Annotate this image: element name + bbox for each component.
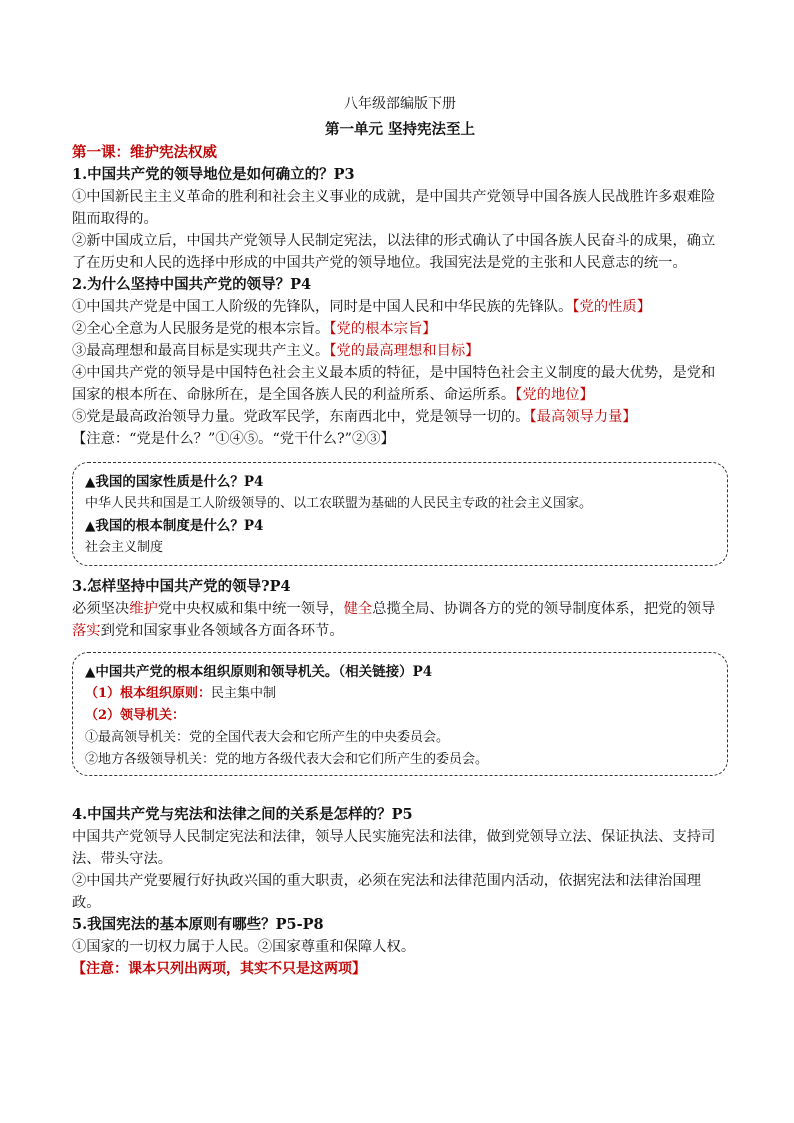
tag-party-ideal: 【党的最高理想和目标】 — [329, 343, 480, 359]
box1-question-2: ▲我国的根本制度是什么？P4 — [85, 518, 264, 534]
answer-2-point-1: ①中国共产党是中国工人阶级的先锋队，同时是中国人民和中华民族的先锋队。【党的性质】 — [72, 299, 652, 315]
answer-3: 必须坚决维护党中央权威和集中统一领导，健全总揽全局、协调各方的党的领导制度体系，把党的领导落实到党和国家事业各领域各方面各环节。 — [72, 601, 716, 639]
question-3: 3.怎样坚持中国共产党的领导?P4 — [72, 578, 291, 595]
answer-4-point-1: 中国共产党领导人民制定宪法和法律，领导人民实施宪法和法律，做到党领导立法、保证执法、支持司法、带头守法。 — [72, 829, 716, 867]
keyword-uphold: 维护 — [129, 601, 158, 617]
tag-leading-force: 【最高领导力量】 — [529, 409, 637, 425]
answer-2-point-3: ③最高理想和最高目标是实现共产主义。【党的最高理想和目标】 — [72, 343, 480, 359]
answer-2-point-5: ⑤党是最高政治领导力量。党政军民学，东南西北中，党是领导一切的。【最高领导力量】 — [72, 409, 637, 425]
unit-title: 第一单元 坚持宪法至上 — [324, 121, 476, 138]
box2-line-4: ②地方各级领导机关：党的地方各级代表大会和它们所产生的委员会。 — [85, 752, 489, 767]
keyword-improve: 健全 — [343, 601, 373, 617]
box2-line-2: （2）领导机关： — [85, 708, 186, 723]
answer-1-point-1: ①中国新民主主义革命的胜利和社会主义事业的成就，是中国共产党领导中国各族人民战胜许多艰难险阻而取得的。 — [72, 189, 716, 227]
box2-line-3: ①最高领导机关：党的全国代表大会和它所产生的中央委员会。 — [85, 730, 450, 745]
answer-1-point-2: ②新中国成立后，中国共产党领导人民制定宪法，以法律的形式确认了中国各族人民奋斗的成果，确立了在历史和人民的选择中形成的中国共产党的领导地位。我国宪法是党的主张和人民意志的统一。 — [72, 233, 716, 271]
box1-answer-2: 社会主义制度 — [85, 540, 164, 555]
keyword-implement: 落实 — [72, 623, 101, 639]
question-4: 4.中国共产党与宪法和法律之间的关系是怎样的？P5 — [72, 806, 413, 823]
document-page — [72, 92, 728, 980]
question-2: 2.为什么坚持中国共产党的领导？P4 — [72, 276, 312, 293]
answer-4-point-2: ②中国共产党要履行好执政兴国的重大职责，必须在宪法和法律范围内活动，依据宪法和法律治国理政。 — [72, 873, 702, 911]
box2-question: ▲中国共产党的根本组织原则和领导机关。（相关链接）P4 — [85, 664, 433, 680]
grade-header: 八年级部编版下册 — [344, 96, 456, 112]
answer-2-point-2: ②全心全意为人民服务是党的根本宗旨。【党的根本宗旨】 — [72, 321, 437, 337]
box2-line-1: （1）根本组织原则：民主集中制 — [85, 686, 277, 701]
lesson-title: 第一课：维护宪法权威 — [72, 144, 217, 161]
tag-party-nature: 【党的性质】 — [572, 299, 652, 315]
answer-2-note: 【注意：“党是什么？”①④⑤。“党干什么?”②③】 — [72, 431, 395, 447]
info-box-state-nature — [72, 462, 728, 566]
info-box-party-organization — [72, 652, 728, 776]
tag-party-status: 【党的地位】 — [515, 387, 594, 403]
question-5: 5.我国宪法的基本原则有哪些？P5-P8 — [72, 916, 324, 933]
box1-question-1: ▲我国的国家性质是什么？P4 — [85, 474, 264, 490]
box1-answer-1: 中华人民共和国是工人阶级领导的、以工农联盟为基础的人民民主专政的社会主义国家。 — [85, 496, 593, 511]
tag-party-purpose: 【党的根本宗旨】 — [329, 321, 437, 337]
question-1: 1.中国共产党的领导地位是如何确立的？P3 — [72, 166, 355, 183]
answer-2-point-4: ④中国共产党的领导是中国特色社会主义最本质的特征，是中国特色社会主义制度的最大优势，是党和国家的根本所在、命脉所在，是全国各族人民的利益所系、命运所系。【党的地位】 — [72, 365, 716, 403]
answer-5-note: 【注意：课本只列出两项，其实不只是这两项】 — [72, 961, 366, 977]
answer-5: ①国家的一切权力属于人民。②国家尊重和保障人权。 — [72, 939, 416, 955]
